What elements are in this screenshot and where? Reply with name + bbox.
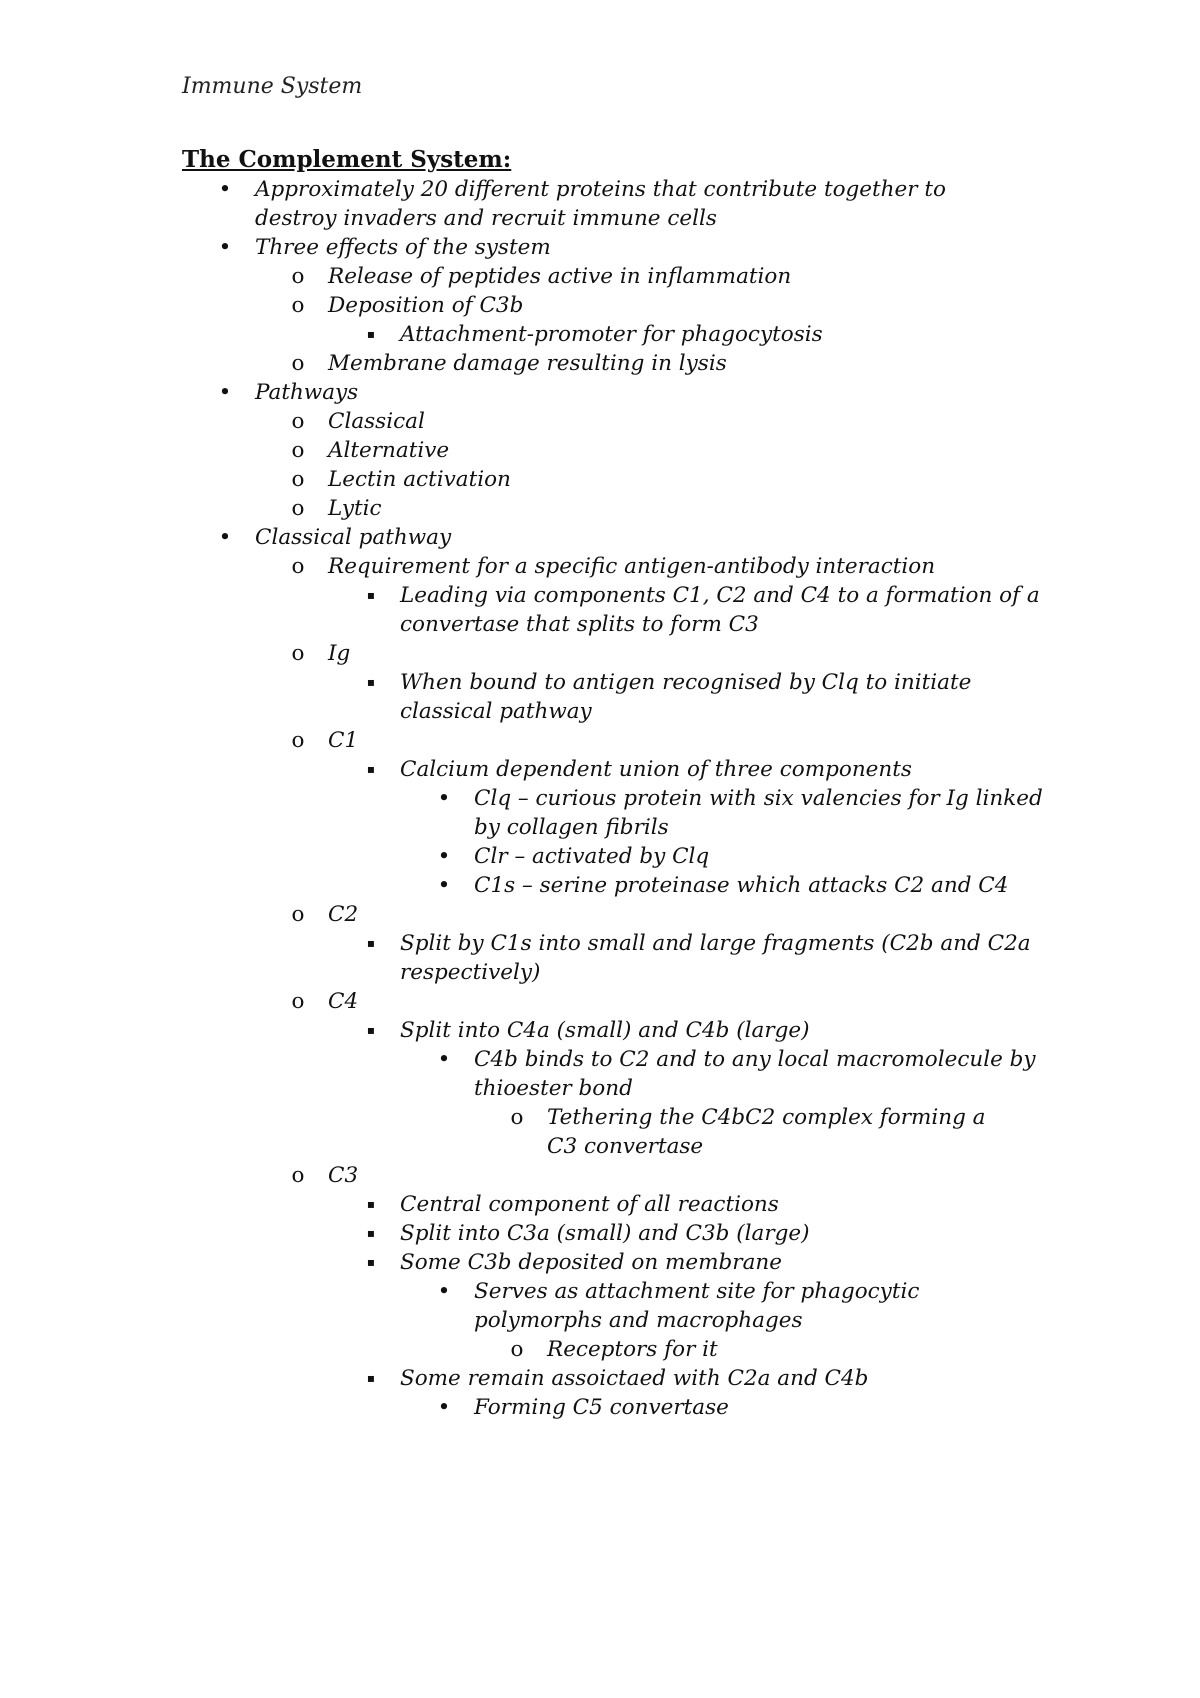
bullet-icon: o: [291, 467, 305, 492]
bullet-icon: o: [291, 264, 305, 289]
list-item: [0, 291, 1200, 320]
list-item-text: Release of peptides active in inflammation: [328, 264, 792, 289]
bullet-icon: ▪: [366, 1023, 376, 1037]
list-item-text: Some remain assoictaed with C2a and C4b: [400, 1366, 869, 1391]
bullet-icon: •: [218, 177, 232, 202]
bullet-icon: o: [291, 641, 305, 666]
list-item: [0, 1103, 1200, 1161]
list-item-text: Central component of all reactions: [400, 1192, 779, 1217]
bullet-icon: o: [291, 351, 305, 376]
bullet-icon: ▪: [366, 675, 376, 689]
bullet-icon: o: [291, 989, 305, 1014]
list-item-text: Pathways: [255, 380, 359, 405]
list-item-text: Lytic: [328, 496, 382, 521]
bullet-icon: •: [218, 525, 232, 550]
list-item: [0, 639, 1200, 668]
bullet-icon: •: [218, 380, 232, 405]
bullet-icon: o: [510, 1337, 524, 1362]
list-item: [0, 1248, 1200, 1277]
list-item-text: C2: [328, 902, 359, 927]
list-item-text: Split by C1s into small and large fragments (C2b and C2a respectively): [400, 931, 1031, 985]
list-item-text: Requirement for a specific antigen-antibody interaction: [328, 554, 936, 579]
list-item-text: Attachment-promoter for phagocytosis: [400, 322, 823, 347]
list-item: [0, 1016, 1200, 1045]
list-item: [0, 436, 1200, 465]
list-item-text: Alternative: [328, 438, 450, 463]
list-item: [0, 378, 1200, 407]
list-item-text: Serves as attachment site for phagocytic polymorphs and macrophages: [474, 1279, 920, 1333]
list-item-text: Receptors for it: [547, 1337, 718, 1362]
list-item-text: C4b binds to C2 and to any local macromolecule by thioester bond: [474, 1047, 1036, 1101]
bullet-icon: o: [291, 496, 305, 521]
list-item: [0, 900, 1200, 929]
list-item-text: Classical: [328, 409, 425, 434]
bullet-icon: •: [437, 844, 451, 869]
list-item-text: C1s – serine proteinase which attacks C2 and C4: [474, 873, 1009, 898]
bullet-icon: ▪: [366, 1255, 376, 1269]
list-item: [0, 1364, 1200, 1393]
list-item-text: Classical pathway: [255, 525, 452, 550]
list-item: [0, 523, 1200, 552]
list-item-text: Forming C5 convertase: [474, 1395, 729, 1420]
bullet-icon: ▪: [366, 762, 376, 776]
list-item: [0, 349, 1200, 378]
list-item: [0, 262, 1200, 291]
bullet-icon: ▪: [366, 1226, 376, 1240]
list-item-text: Tethering the C4bC2 complex forming a C3 convertase: [547, 1105, 986, 1159]
bullet-icon: o: [291, 1163, 305, 1188]
list-item: [0, 233, 1200, 262]
bullet-icon: •: [437, 1047, 451, 1072]
list-item: [0, 1045, 1200, 1103]
list-item: [0, 494, 1200, 523]
list-item: [0, 1335, 1200, 1364]
bullet-icon: •: [437, 1279, 451, 1304]
bullet-icon: ▪: [366, 588, 376, 602]
list-item: [0, 175, 1200, 233]
bullet-icon: o: [291, 554, 305, 579]
bullet-icon: o: [291, 438, 305, 463]
list-item-text: Clr – activated by Clq: [474, 844, 710, 869]
list-item-text: Some C3b deposited on membrane: [400, 1250, 782, 1275]
bullet-icon: o: [291, 409, 305, 434]
list-item: [0, 1393, 1200, 1422]
list-item-text: C3: [328, 1163, 359, 1188]
bullet-icon: ▪: [366, 327, 376, 341]
notes-list: [0, 175, 1200, 1422]
list-item: [0, 1190, 1200, 1219]
bullet-icon: •: [437, 873, 451, 898]
list-item: [0, 1161, 1200, 1190]
list-item: [0, 407, 1200, 436]
bullet-icon: ▪: [366, 1371, 376, 1385]
bullet-icon: ▪: [366, 1197, 376, 1211]
list-item-text: Lectin activation: [328, 467, 511, 492]
list-item: [0, 581, 1200, 639]
list-item-text: C4: [328, 989, 359, 1014]
list-item: [0, 842, 1200, 871]
list-item: [0, 465, 1200, 494]
bullet-icon: o: [291, 728, 305, 753]
list-item: [0, 755, 1200, 784]
bullet-icon: o: [291, 293, 305, 318]
list-item: [0, 929, 1200, 987]
page-header: Immune System: [182, 74, 363, 99]
list-item: [0, 726, 1200, 755]
list-item: [0, 871, 1200, 900]
bullet-icon: ▪: [366, 936, 376, 950]
list-item-text: Approximately 20 different proteins that contribute together to destroy invaders and recruit immune cells: [255, 177, 946, 231]
list-item: [0, 1277, 1200, 1335]
list-item: [0, 552, 1200, 581]
bullet-icon: •: [437, 1395, 451, 1420]
page-title: The Complement System:: [182, 146, 512, 173]
list-item: [0, 320, 1200, 349]
list-item-text: Ig: [328, 641, 351, 666]
list-item-text: C1: [328, 728, 359, 753]
list-item-text: Deposition of C3b: [328, 293, 524, 318]
list-item: [0, 668, 1200, 726]
list-item-text: Leading via components C1, C2 and C4 to a formation of a convertase that splits to form C3: [400, 583, 1040, 637]
list-item-text: Membrane damage resulting in lysis: [328, 351, 727, 376]
list-item-text: Calcium dependent union of three components: [400, 757, 912, 782]
bullet-icon: •: [437, 786, 451, 811]
list-item: [0, 784, 1200, 842]
list-item-text: Three effects of the system: [255, 235, 551, 260]
list-item: [0, 987, 1200, 1016]
list-item-text: When bound to antigen recognised by Clq to initiate classical pathway: [400, 670, 972, 724]
list-item-text: Split into C3a (small) and C3b (large): [400, 1221, 810, 1246]
bullet-icon: o: [291, 902, 305, 927]
list-item-text: Clq – curious protein with six valencies for Ig linked by collagen fibrils: [474, 786, 1043, 840]
bullet-icon: •: [218, 235, 232, 260]
bullet-icon: o: [510, 1105, 524, 1130]
list-item: [0, 1219, 1200, 1248]
list-item-text: Split into C4a (small) and C4b (large): [400, 1018, 810, 1043]
